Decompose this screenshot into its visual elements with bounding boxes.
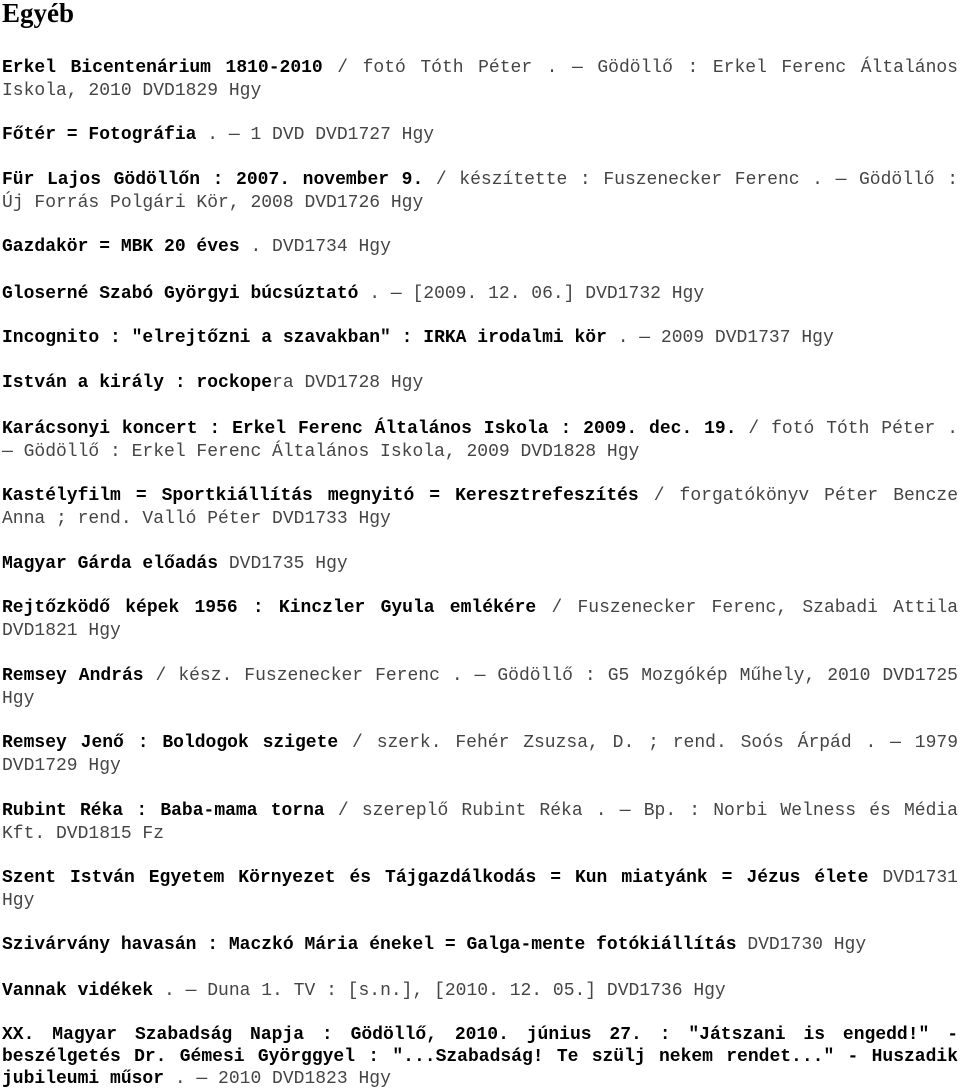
entry-title: Incognito : "elrejtőzni a szavakban" : IRKA irodalmi kör bbox=[2, 328, 607, 348]
entry-title: Rejtőzködő képek 1956 : Kinczler Gyula emlékére bbox=[2, 598, 537, 618]
catalog-entry bbox=[2, 732, 958, 778]
entry-title: Karácsonyi koncert : Erkel Ferenc Általános Iskola : 2009. dec. 19. bbox=[2, 419, 737, 439]
catalog-entry bbox=[2, 57, 958, 103]
entry-title: Magyar Gárda előadás bbox=[2, 554, 219, 574]
entry-title: Szivárvány havasán : Maczkó Mária énekel = Galga-mente fotókiállítás bbox=[2, 935, 737, 955]
entry-title: Rubint Réka : Baba-mama torna bbox=[2, 801, 325, 821]
entry-title: Kastélyfilm = Sportkiállítás megnyitó = Keresztrefeszítés bbox=[2, 486, 639, 506]
entry-title: Gloserné Szabó Györgyi búcsúztató bbox=[2, 284, 359, 304]
section-heading: Egyéb bbox=[2, 0, 75, 28]
entry-details: / szereplő Rubint Réka . — Bp. : Norbi Welness és Média Kft. DVD1815 Fz bbox=[2, 801, 958, 844]
entry-title: Főtér = Fotográfia bbox=[2, 125, 197, 145]
catalog-entry bbox=[2, 327, 958, 350]
entry-details: / forgatókönyv Péter Bencze Anna ; rend. Valló Péter DVD1733 Hgy bbox=[2, 486, 959, 529]
catalog-entry bbox=[2, 1024, 958, 1090]
entry-details: DVD1731 Hgy bbox=[2, 868, 958, 911]
catalog-entry bbox=[2, 283, 958, 306]
entry-details: . DVD1734 Hgy bbox=[239, 237, 391, 257]
catalog-entry bbox=[2, 665, 958, 711]
entry-details: DVD1730 Hgy bbox=[736, 935, 867, 955]
entry-details: . — [2009. 12. 06.] DVD1732 Hgy bbox=[358, 284, 705, 304]
catalog-entry bbox=[2, 934, 958, 957]
entry-details: / fotó Tóth Péter . — Gödöllő : Erkel Ferenc Általános Iskola, 2009 DVD1828 Hgy bbox=[2, 419, 958, 462]
entry-details: DVD1735 Hgy bbox=[218, 554, 348, 574]
entry-title: Remsey Jenő : Boldogok szigete bbox=[2, 733, 339, 753]
entry-title: Für Lajos Gödöllőn : 2007. november 9. bbox=[2, 170, 424, 190]
entry-title: Gazdakör = MBK 20 éves bbox=[2, 237, 240, 257]
catalog-entry bbox=[2, 372, 958, 395]
entry-title: XX. Magyar Szabadság Napja : Gödöllő, 2010. június 27. : "Játszani is engedd!" - beszélgetés Dr. Gémesi Györggyel : "...Szabadság! Te szülj nekem rendet..." - Huszadik jubileumi műsor bbox=[2, 1025, 958, 1089]
entry-title: István a király : rockope bbox=[2, 373, 273, 393]
entry-details: . — 1 DVD DVD1727 Hgy bbox=[196, 125, 435, 145]
catalog-entry bbox=[2, 169, 958, 215]
entry-details: / kész. Fuszenecker Ferenc . — Gödöllő : G5 Mozgókép Műhely, 2010 DVD1725 Hgy bbox=[2, 666, 958, 709]
catalog-entry bbox=[2, 597, 958, 643]
entry-details: / készítette : Fuszenecker Ferenc . — Gödöllő : Új Forrás Polgári Kör, 2008 DVD1726 Hgy bbox=[2, 170, 959, 213]
catalog-entry bbox=[2, 980, 958, 1003]
catalog-entry bbox=[2, 418, 958, 464]
catalog-entry bbox=[2, 485, 958, 531]
catalog-entry bbox=[2, 553, 958, 576]
catalog-entry bbox=[2, 236, 958, 259]
catalog-entry bbox=[2, 800, 958, 846]
entry-details: ra DVD1728 Hgy bbox=[272, 373, 424, 393]
entry-details: / fotó Tóth Péter . — Gödöllő : Erkel Ferenc Általános Iskola, 2010 DVD1829 Hgy bbox=[2, 58, 958, 101]
entry-details: / Fuszenecker Ferenc, Szabadi Attila DVD1821 Hgy bbox=[2, 598, 958, 641]
entry-details: . — 2010 DVD1823 Hgy bbox=[164, 1069, 391, 1089]
entry-title: Vannak vidékek bbox=[2, 981, 154, 1001]
entry-title: Szent István Egyetem Környezet és Tájgazdálkodás = Kun miatyánk = Jézus élete bbox=[2, 868, 869, 888]
entry-details: . — Duna 1. TV : [s.n.], [2010. 12. 05.] DVD1736 Hgy bbox=[153, 981, 726, 1001]
entry-title: Remsey András bbox=[2, 666, 144, 686]
entry-details: / szerk. Fehér Zsuzsa, D. ; rend. Soós Árpád . — 1979 DVD1729 Hgy bbox=[2, 733, 958, 776]
entry-title: Erkel Bicentenárium 1810-2010 bbox=[2, 58, 323, 78]
catalog-entry bbox=[2, 124, 958, 147]
catalog-entry bbox=[2, 867, 958, 913]
entry-details: . — 2009 DVD1737 Hgy bbox=[606, 328, 834, 348]
